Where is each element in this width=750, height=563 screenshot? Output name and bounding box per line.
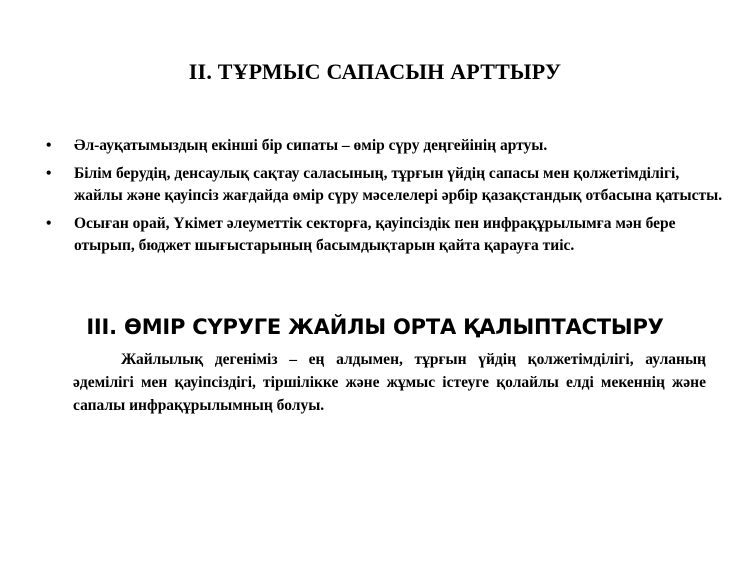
section-3-paragraph: Жайлылық дегеніміз – ең алдымен, тұрғын үйдің қолжетімділігі, ауланың әдемілігі мен қауіпсіздігі, тіршілікке және жұмыс істеуге қолайлы елді мекеннің және сапалы инфрақұрылымның болуы.	[73, 351, 706, 414]
bullet-text: Білім берудің, денсаулық сақтау саласының, тұрғын үйдің сапасы мен қолжетімділігі, жайлы және қауіпсіз жағдайда өмір сүру мәселелері әрбір қазақстандық отбасына қатысты.	[74, 165, 723, 204]
section-3-title: III. ӨМІР СҮРУГЕ ЖАЙЛЫ ОРТА ҚАЛЫПТАСТЫРУ	[86, 315, 664, 339]
bullet-item	[46, 135, 726, 157]
bullet-icon: •	[46, 215, 52, 232]
bullet-list	[46, 135, 726, 263]
bullet-text: Әл-ауқатымыздың екінші бір сипаты – өмір сүру деңгейінің артуы.	[74, 137, 548, 154]
bullet-text: Осыған орай, Үкімет әлеуметтік секторға, қауіпсіздік пен инфрақұрылымға мән бере отырып, бюджет шығыстарының басымдықтарын қайта қарауға тиіс.	[74, 215, 676, 254]
bullet-icon: •	[46, 137, 52, 154]
section-2-title: II. ТҰРМЫС САПАСЫН АРТТЫРУ	[188, 59, 562, 84]
bullet-item	[46, 213, 726, 257]
bullet-item	[46, 163, 726, 207]
bullet-icon: •	[46, 165, 52, 182]
